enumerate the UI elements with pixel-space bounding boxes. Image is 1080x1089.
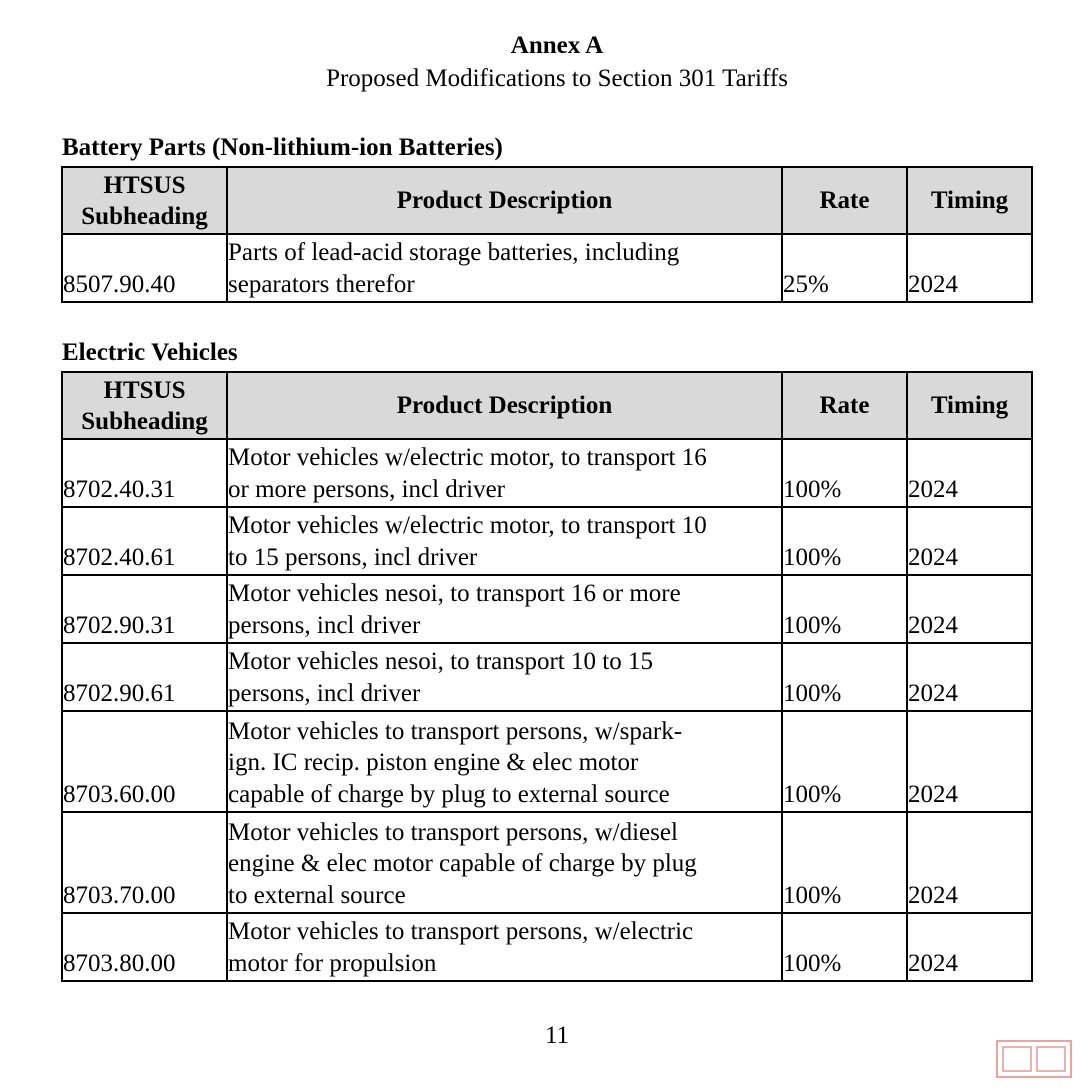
timing-cell: 2024 <box>907 575 1032 643</box>
table-header-row <box>62 372 1032 439</box>
htsus-code-cell: 8507.90.40 <box>62 234 227 302</box>
product-description-cell <box>227 234 782 302</box>
description-line: Motor vehicles nesoi, to transport 10 to 15 <box>228 648 653 675</box>
annex-subtitle: Proposed Modifications to Section 301 Tariffs <box>326 65 788 92</box>
rate-cell: 25% <box>782 234 907 302</box>
column-header-timing: Timing <box>907 372 1032 439</box>
description-line: Motor vehicles to transport persons, w/diesel <box>228 818 678 846</box>
timing-cell: 2024 <box>907 439 1032 507</box>
column-header-subheading: Subheading <box>81 202 208 230</box>
description-line: to 15 persons, incl driver <box>228 543 478 571</box>
description-line: ign. IC recip. piston engine & elec motor <box>228 749 639 776</box>
rate-cell: 100% <box>782 575 907 643</box>
column-header-htsus-subheading <box>62 372 227 439</box>
column-header-timing: Timing <box>907 167 1032 234</box>
table-row <box>62 234 1032 302</box>
annex-title: Annex A <box>510 32 604 59</box>
stamp-logo <box>996 1040 1072 1078</box>
table-row <box>62 575 1032 643</box>
description-line: separators therefor <box>228 270 415 298</box>
rate-cell: 100% <box>782 507 907 575</box>
timing-cell: 2024 <box>907 643 1032 711</box>
product-description-cell <box>227 711 782 812</box>
page-number: 11 <box>544 1022 570 1049</box>
product-description-cell <box>227 643 782 711</box>
timing-cell: 2024 <box>907 711 1032 812</box>
htsus-code-cell: 8703.70.00 <box>62 812 227 913</box>
description-line: Motor vehicles to transport persons, w/spark- <box>228 717 683 745</box>
product-description-cell <box>227 507 782 575</box>
description-line: Motor vehicles nesoi, to transport 16 or more <box>228 580 681 607</box>
column-header-htsus-subheading <box>62 167 227 234</box>
description-line: Motor vehicles to transport persons, w/electric <box>228 918 694 945</box>
description-line: motor for propulsion <box>228 949 437 977</box>
table-header-row <box>62 167 1032 234</box>
product-description-cell <box>227 575 782 643</box>
timing-cell: 2024 <box>907 234 1032 302</box>
table-row <box>62 507 1032 575</box>
description-line: persons, incl driver <box>228 679 421 707</box>
timing-cell: 2024 <box>907 812 1032 913</box>
description-line: or more persons, incl driver <box>228 475 506 503</box>
column-header-htsus: HTSUS <box>103 171 186 199</box>
product-description-cell <box>227 913 782 981</box>
column-header-product-description: Product Description <box>227 167 782 234</box>
rate-cell: 100% <box>782 913 907 981</box>
htsus-code-cell: 8702.90.61 <box>62 643 227 711</box>
section-heading-battery-parts: Battery Parts (Non-lithium-ion Batteries) <box>62 134 503 161</box>
description-line: Motor vehicles w/electric motor, to transport 10 <box>228 512 707 539</box>
table-row <box>62 913 1032 981</box>
section-heading-electric-vehicles: Electric Vehicles <box>62 339 238 366</box>
description-line: Motor vehicles w/electric motor, to transport 16 <box>228 444 707 471</box>
htsus-code-cell: 8703.80.00 <box>62 913 227 981</box>
battery-parts-table <box>61 166 1033 303</box>
timing-cell: 2024 <box>907 507 1032 575</box>
product-description-cell <box>227 439 782 507</box>
table-row <box>62 812 1032 913</box>
description-line: capable of charge by plug to external source <box>228 780 670 808</box>
rate-cell: 100% <box>782 439 907 507</box>
column-header-htsus: HTSUS <box>103 376 186 404</box>
htsus-code-cell: 8702.40.61 <box>62 507 227 575</box>
table-row <box>62 439 1032 507</box>
rate-cell: 100% <box>782 711 907 812</box>
description-line: to external source <box>228 881 406 909</box>
column-header-product-description: Product Description <box>227 372 782 439</box>
htsus-code-cell: 8702.90.31 <box>62 575 227 643</box>
rate-cell: 100% <box>782 812 907 913</box>
column-header-rate: Rate <box>782 372 907 439</box>
product-description-cell <box>227 812 782 913</box>
htsus-code-cell: 8703.60.00 <box>62 711 227 812</box>
column-header-subheading: Subheading <box>81 407 208 435</box>
htsus-code-cell: 8702.40.31 <box>62 439 227 507</box>
description-line: Parts of lead-acid storage batteries, including <box>228 239 680 266</box>
timing-cell: 2024 <box>907 913 1032 981</box>
table-row <box>62 643 1032 711</box>
description-line: engine & elec motor capable of charge by plug <box>228 850 697 877</box>
rate-cell: 100% <box>782 643 907 711</box>
description-line: persons, incl driver <box>228 611 421 639</box>
electric-vehicles-table <box>61 371 1033 982</box>
column-header-rate: Rate <box>782 167 907 234</box>
table-row <box>62 711 1032 812</box>
